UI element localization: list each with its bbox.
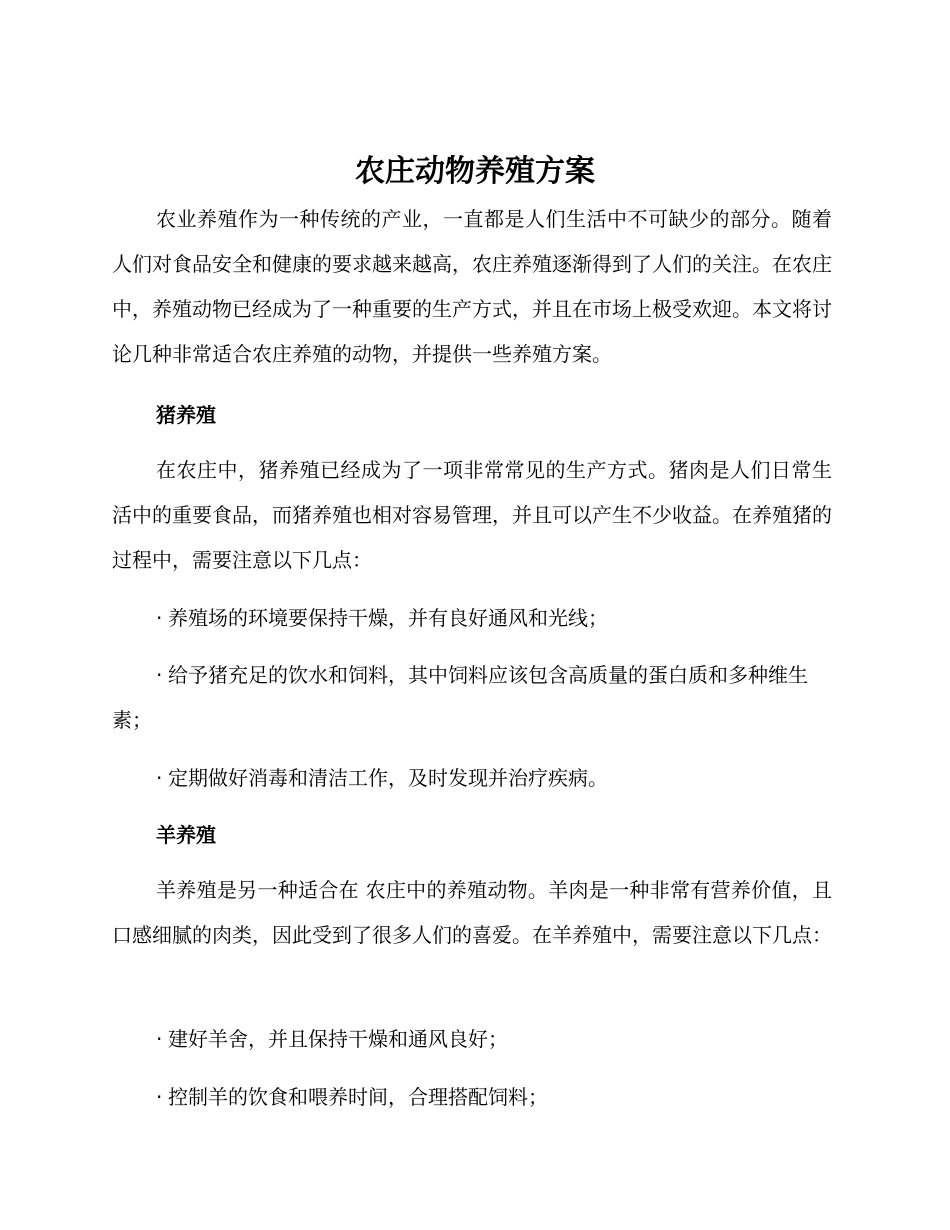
bullet-dot: ·	[156, 1085, 163, 1109]
pig-bullet-text: 养殖场的环境要保持干燥，并有良好通风和光线；	[168, 606, 608, 630]
bullet-dot: ·	[156, 1027, 163, 1051]
pig-section-heading: 猪养殖	[156, 403, 216, 427]
intro-paragraph: 农业养殖作为一种传统的产业，一直都是人们生活中不可缺少的部分。随着人们对食品安全和健康的要求越来越高，农庄养殖逐渐得到了人们的关注。在农庄中，养殖动物已经成为了一种重要的生产方式，并且在市场上极受欢迎。本文将讨论几种非常适合农庄养殖的动物，并提供一些养殖方案。	[112, 207, 832, 366]
document-title: 农庄动物养殖方案	[355, 154, 595, 189]
bullet-dot: ·	[156, 606, 163, 630]
sheep-paragraph: 羊养殖是另一种适合在 农庄中的养殖动物。羊肉是一种非常有营养价值，且口感细腻的肉类，因此受到了很多人们的喜爱。在羊养殖中，需要注意以下几点：	[112, 878, 832, 947]
pig-bullet-item	[112, 756, 832, 801]
pig-bullet-item	[112, 596, 832, 641]
pig-paragraph: 在农庄中，猪养殖已经成为了一项非常常见的生产方式。猪肉是人们日常生活中的重要食品，而猪养殖也相对容易管理，并且可以产生不少收益。在养殖猪的过程中，需要注意以下几点：	[112, 458, 832, 572]
sheep-bullet-item	[112, 1075, 832, 1120]
sheep-bullet-text: 控制羊的饮食和喂养时间，合理搭配饲料；	[168, 1085, 548, 1109]
bullet-dot: ·	[156, 663, 163, 687]
pig-bullet-text: 给予猪充足的饮水和饲料，其中饲料应该包含高质量的蛋白质和多种维生素；	[112, 663, 808, 732]
sheep-bullet-item	[112, 1017, 832, 1062]
pig-bullet-text: 定期做好消毒和清洁工作，及时发现并治疗疾病。	[168, 766, 608, 790]
bullet-dot: ·	[156, 766, 163, 790]
sheep-bullet-text: 建好羊舍，并且保持干燥和通风良好；	[168, 1027, 508, 1051]
pig-bullet-item	[112, 653, 832, 743]
sheep-section-heading: 羊养殖	[156, 823, 216, 847]
